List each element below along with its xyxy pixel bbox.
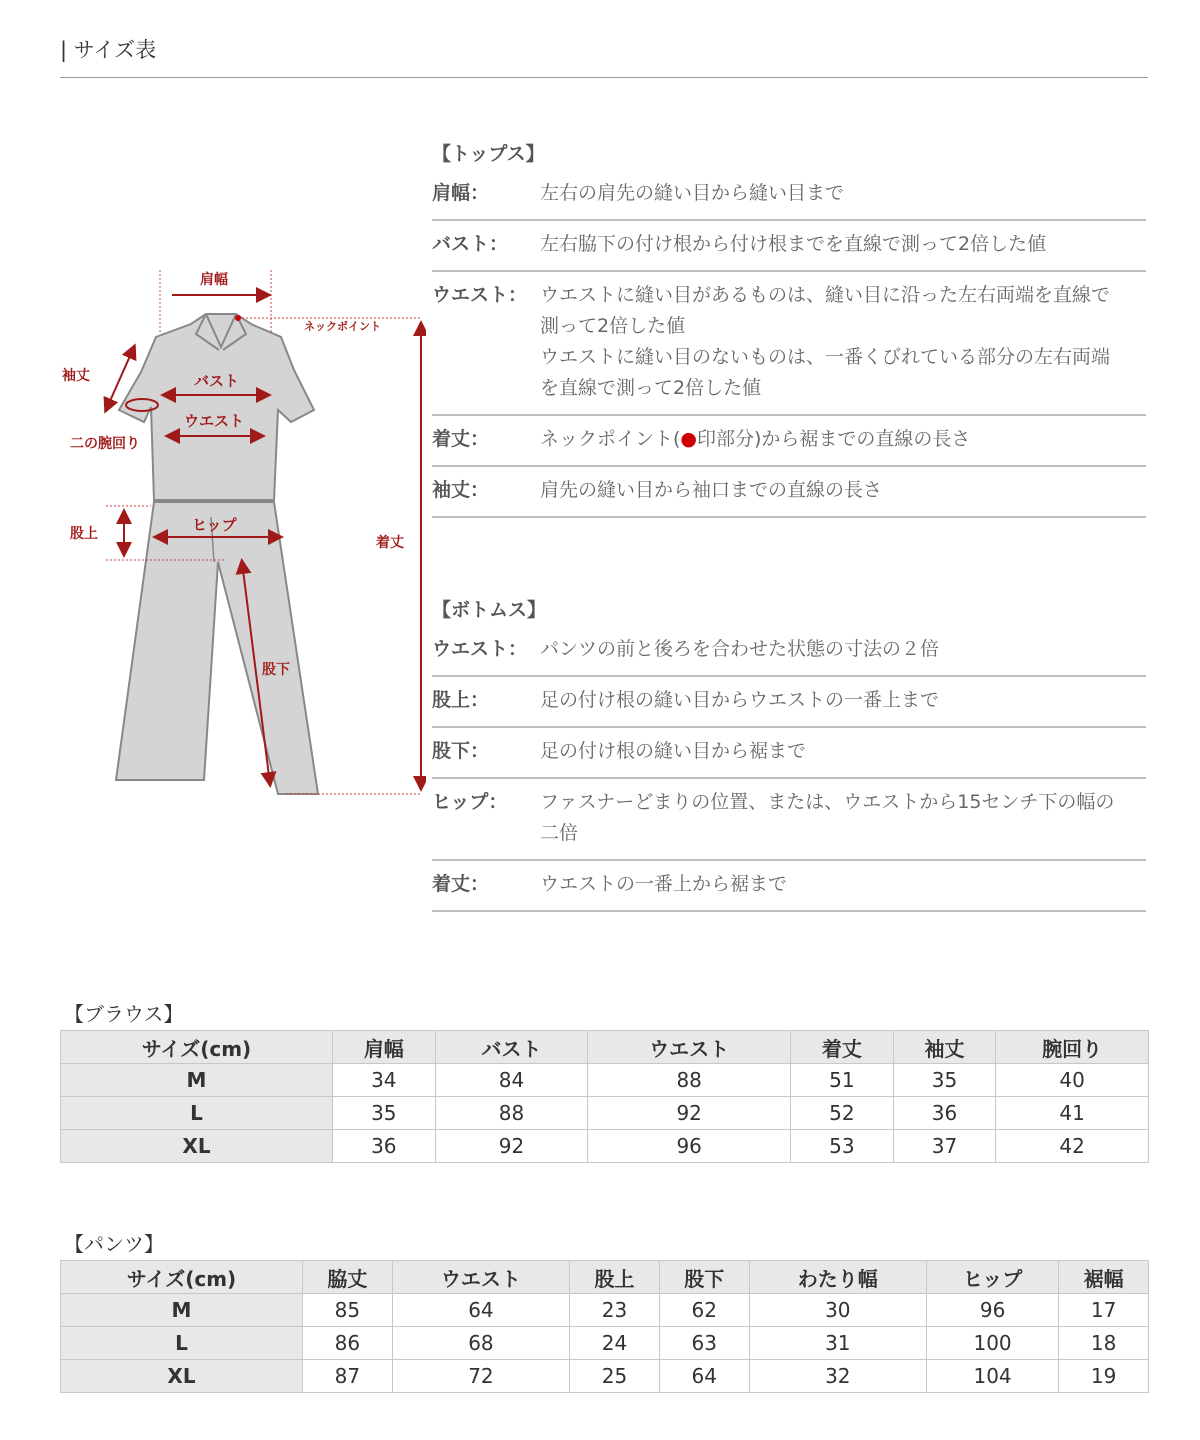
bottoms-title: 【ボトムス】	[432, 599, 547, 621]
size-label-cell: L	[61, 1327, 303, 1360]
table-cell: 18	[1059, 1327, 1149, 1360]
table-header-cell: ウエスト	[392, 1261, 569, 1294]
table-cell: 86	[303, 1327, 393, 1360]
table-cell: 88	[588, 1064, 791, 1097]
size-label-cell: XL	[61, 1130, 333, 1163]
measure-row	[432, 416, 1146, 467]
label-hip: ヒップ	[192, 516, 237, 534]
table-cell: 36	[333, 1130, 436, 1163]
measure-term: バスト：	[432, 233, 509, 255]
table-row	[61, 1360, 1149, 1393]
label-rise: 股上	[70, 526, 98, 542]
table-cell: 84	[435, 1064, 588, 1097]
measure-desc: 左右脇下の付け根から付け根までを直線で測って2倍した値	[540, 233, 1047, 255]
measure-desc: 足の付け根の縫い目から裾まで	[540, 740, 807, 762]
pants-shape	[116, 502, 318, 794]
measure-desc: 左右の肩先の縫い目から縫い目まで	[540, 182, 845, 204]
table-cell: 62	[659, 1294, 749, 1327]
measure-row	[432, 467, 1146, 518]
measure-term: 股上：	[432, 689, 490, 711]
tops-title: 【トップス】	[432, 143, 545, 165]
measure-term: 肩幅：	[432, 182, 490, 204]
size-label-cell: M	[61, 1294, 303, 1327]
table-header-cell: ウエスト	[588, 1031, 791, 1064]
size-label-cell: XL	[61, 1360, 303, 1393]
table-cell: 42	[996, 1130, 1149, 1163]
table-cell: 34	[333, 1064, 436, 1097]
table-row	[61, 1327, 1149, 1360]
label-length: 着丈	[376, 535, 404, 551]
table-cell: 32	[749, 1360, 926, 1393]
table-header-cell: バスト	[435, 1031, 588, 1064]
table-cell: 37	[893, 1130, 996, 1163]
measure-row	[432, 221, 1146, 272]
table-header-cell: 着丈	[791, 1031, 894, 1064]
pants-table-title: 【パンツ】	[64, 1232, 164, 1256]
table-cell: 88	[435, 1097, 588, 1130]
table-cell: 96	[588, 1130, 791, 1163]
label-sleeve: 袖丈	[62, 368, 90, 384]
table-cell: 68	[392, 1327, 569, 1360]
measure-row	[432, 170, 1146, 221]
table-header-cell: 袖丈	[893, 1031, 996, 1064]
pants-size-table	[60, 1260, 1149, 1393]
table-cell: 92	[588, 1097, 791, 1130]
measure-term: 股下：	[432, 740, 490, 762]
table-cell: 25	[570, 1360, 660, 1393]
bottoms-measure-section	[432, 594, 1146, 912]
table-header-cell: 裾幅	[1059, 1261, 1149, 1294]
table-cell: 64	[392, 1294, 569, 1327]
tops-measure-section	[432, 138, 1146, 518]
table-cell: 63	[659, 1327, 749, 1360]
measure-desc: ネックポイント(●印部分)から裾までの直線の長さ	[540, 428, 971, 450]
table-cell: 64	[659, 1360, 749, 1393]
measure-desc: パンツの前と後ろを合わせた状態の寸法の２倍	[540, 638, 940, 660]
measure-row	[432, 272, 1146, 416]
page-title: | サイズ表	[60, 38, 157, 62]
table-cell: 17	[1059, 1294, 1149, 1327]
red-dot-icon: ●	[680, 428, 698, 450]
blouse-shape	[119, 314, 314, 500]
measure-term: 着丈：	[432, 428, 490, 450]
table-header-cell: わたり幅	[749, 1261, 926, 1294]
size-label-cell: L	[61, 1097, 333, 1130]
table-cell: 100	[926, 1327, 1058, 1360]
table-cell: 35	[333, 1097, 436, 1130]
table-header-cell: 脇丈	[303, 1261, 393, 1294]
garment-diagram	[56, 262, 426, 812]
measure-term: 着丈：	[432, 873, 490, 895]
table-cell: 85	[303, 1294, 393, 1327]
measure-term: ウエスト：	[432, 638, 528, 660]
table-cell: 92	[435, 1130, 588, 1163]
table-cell: 41	[996, 1097, 1149, 1130]
measure-desc: ウエストの一番上から裾まで	[540, 873, 788, 895]
table-header-cell: サイズ(cm)	[61, 1261, 303, 1294]
table-cell: 52	[791, 1097, 894, 1130]
table-row	[61, 1064, 1149, 1097]
table-cell: 96	[926, 1294, 1058, 1327]
table-row	[61, 1097, 1149, 1130]
measure-term: ウエスト：	[432, 284, 528, 306]
table-header-cell: 股上	[570, 1261, 660, 1294]
measure-term: ヒップ：	[432, 791, 508, 813]
measure-desc: ファスナーどまりの位置、または、ウエストから15センチ下の幅の 二倍	[540, 791, 1115, 844]
table-cell: 51	[791, 1064, 894, 1097]
table-cell: 24	[570, 1327, 660, 1360]
table-cell: 36	[893, 1097, 996, 1130]
table-cell: 35	[893, 1064, 996, 1097]
blouse-table-title: 【ブラウス】	[64, 1002, 184, 1026]
measure-row	[432, 626, 1146, 677]
table-cell: 23	[570, 1294, 660, 1327]
label-inseam: 股下	[262, 662, 290, 678]
table-cell: 40	[996, 1064, 1149, 1097]
label-shoulder: 肩幅	[200, 272, 228, 288]
blouse-size-table	[60, 1030, 1149, 1163]
table-cell: 31	[749, 1327, 926, 1360]
label-waist: ウエスト	[184, 412, 245, 430]
measure-desc: ウエストに縫い目があるものは、縫い目に沿った左右両端を直線で 測って2倍した値 ウエストに縫い目のないものは、一番くびれている部分の左右両端 を直線で測って2倍した値	[540, 284, 1111, 399]
measure-desc: 肩先の縫い目から袖口までの直線の長さ	[540, 479, 883, 501]
table-header-cell: サイズ(cm)	[61, 1031, 333, 1064]
table-cell: 53	[791, 1130, 894, 1163]
label-bust: バスト	[194, 372, 240, 390]
table-row	[61, 1294, 1149, 1327]
label-neck-point: ネックポイント	[304, 320, 381, 333]
measure-term: 袖丈：	[432, 479, 490, 501]
measure-row	[432, 779, 1146, 861]
table-header-cell: 股下	[659, 1261, 749, 1294]
table-cell: 30	[749, 1294, 926, 1327]
table-header-cell: 肩幅	[333, 1031, 436, 1064]
size-label-cell: M	[61, 1064, 333, 1097]
measure-row	[432, 861, 1146, 912]
table-header-cell: 腕回り	[996, 1031, 1149, 1064]
label-arm: 二の腕回り	[70, 436, 140, 452]
table-cell: 87	[303, 1360, 393, 1393]
measure-row	[432, 728, 1146, 779]
table-cell: 19	[1059, 1360, 1149, 1393]
table-row	[61, 1130, 1149, 1163]
measure-desc: 足の付け根の縫い目からウエストの一番上まで	[540, 689, 940, 711]
table-header-row	[61, 1261, 1149, 1294]
table-cell: 72	[392, 1360, 569, 1393]
table-header-cell: ヒップ	[926, 1261, 1058, 1294]
measure-row	[432, 677, 1146, 728]
page-header	[60, 34, 1148, 78]
table-cell: 104	[926, 1360, 1058, 1393]
table-header-row	[61, 1031, 1149, 1064]
